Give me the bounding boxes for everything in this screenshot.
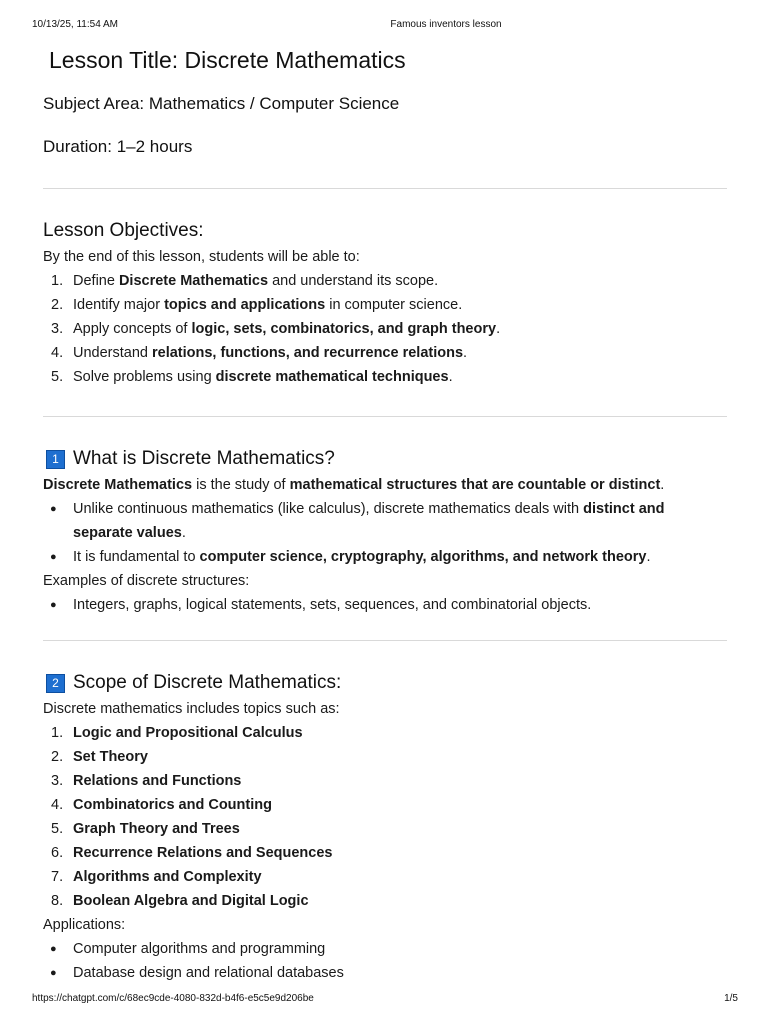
scope-intro: Discrete mathematics includes topics such as: [43,701,340,717]
bullet-icon: ● [50,503,57,515]
definition: Discrete Mathematics is the study of mathematical structures that are countable or distinct. [43,477,665,493]
applications-list [43,937,727,985]
objectives-intro: By the end of this lesson, students will be able to: [43,249,360,265]
scope-section [43,670,727,985]
divider [43,640,727,641]
list-item: ● Unlike continuous mathematics (like calculus), discrete mathematics deals with distinct and separate values. [43,497,727,545]
objectives-section [43,218,727,389]
print-doc-title: Famous inventors lesson [390,19,502,30]
number-one-icon: 1 [46,450,65,469]
list-item: ● It is fundamental to computer science, cryptography, algorithms, and network theory. [43,545,727,569]
topic-item: 8. Boolean Algebra and Digital Logic [51,893,309,909]
bullet-icon: ● [50,943,57,955]
objective-item: 5. Solve problems using discrete mathematical techniques. [51,369,453,385]
objective-item: 4. Understand relations, functions, and recurrence relations. [51,345,468,361]
bullet-icon: ● [50,967,57,979]
topic-item: 2. Set Theory [51,749,148,765]
number-two-icon: 2 [46,674,65,693]
lesson-title: Lesson Title: Discrete Mathematics [49,47,406,73]
list-item: ● Integers, graphs, logical statements, sets, sequences, and combinatorial objects. [43,593,727,617]
bullet-icon: ● [50,599,57,611]
what-is-heading-text: What is Discrete Mathematics? [73,448,335,469]
print-datetime: 10/13/25, 11:54 AM [32,19,118,30]
topics-list [43,721,727,913]
objective-item: 3. Apply concepts of logic, sets, combinatorics, and graph theory. [51,321,501,337]
topic-item: 4. Combinatorics and Counting [51,797,272,813]
applications-label: Applications: [43,917,126,933]
objectives-heading: Lesson Objectives: [43,220,204,241]
topic-item: 3. Relations and Functions [51,773,242,789]
duration: Duration: 1–2 hours [43,137,193,156]
list-item: ● Database design and relational databases [43,961,727,985]
bullet-icon: ● [50,551,57,563]
divider [43,416,727,417]
examples-list [43,593,727,617]
topic-item: 7. Algorithms and Complexity [51,869,262,885]
objective-item: 2. Identify major topics and applications in computer science. [51,297,463,313]
topic-item: 1. Logic and Propositional Calculus [51,725,303,741]
what-is-bullets [43,497,727,569]
divider [43,188,727,189]
print-footer [0,993,768,1007]
scope-heading [43,670,727,696]
objectives-list [43,269,727,389]
what-is-section [43,446,727,617]
objective-item: 1. Define Discrete Mathematics and understand its scope. [51,273,439,289]
scope-heading-text: Scope of Discrete Mathematics: [73,672,342,693]
topic-item: 5. Graph Theory and Trees [51,821,240,837]
what-is-heading [43,446,727,472]
page-number: 1/5 [724,993,738,1004]
subject-area: Subject Area: Mathematics / Computer Science [43,94,400,113]
topic-item: 6. Recurrence Relations and Sequences [51,845,333,861]
print-header [0,19,768,33]
list-item: ● Computer algorithms and programming [43,937,727,961]
examples-label: Examples of discrete structures: [43,573,250,589]
print-url: https://chatgpt.com/c/68ec9cde-4080-832d-b4f6-e5c5e9d206be [32,993,314,1004]
